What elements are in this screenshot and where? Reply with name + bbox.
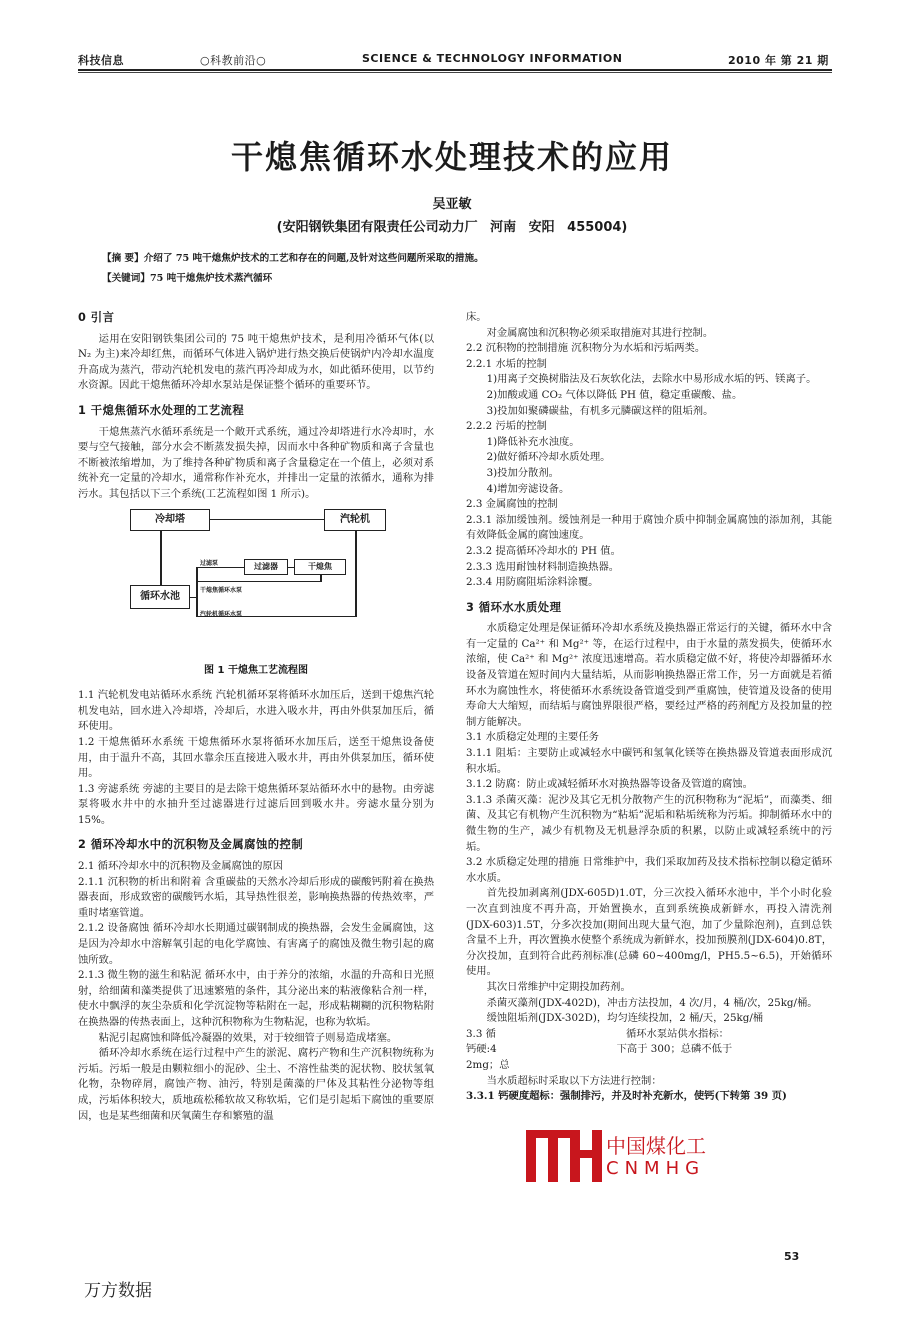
author-affiliation: (安阳钢铁集团有限责任公司动力厂 河南 安阳 455004) bbox=[276, 220, 628, 235]
paragraph: 3.1.3 杀菌灭藻：泥沙及其它无机分散物产生的沉积物称为“泥垢”，而藻类、细菌、及其它有机物产生沉积物为“粘垢”泥垢和粘垢统称为污垢。抑制循环水中的微生物的生产，减少有机物及无机悬浮杂质的积累，以防止或减轻系统中的污垢。 bbox=[466, 793, 832, 853]
paragraph: 1.3 旁滤系统 旁滤的主要目的是去除干熄焦循环泵站循环水中的悬物。由旁滤泵将吸水井中的水抽升至过滤器进行过滤后回到吸水井。旁滤水量分别为 15%。 bbox=[78, 782, 434, 826]
process-flow-diagram bbox=[78, 503, 434, 659]
pipe bbox=[160, 531, 162, 585]
fragment: 钙硬:4 bbox=[466, 1043, 497, 1056]
circulating-pool-box: 循环水池 bbox=[130, 585, 190, 609]
fragment: 3.3 循 bbox=[466, 1027, 496, 1040]
list-item: 3)投加分散剂。 bbox=[486, 466, 559, 479]
paragraph: 2.2.2 污垢的控制 bbox=[466, 420, 547, 433]
paragraph: 3.1.1 阻垢：主要防止或减轻水中碳钙和氢氧化镁等在换热器及管道表面形成沉积水垢。 bbox=[466, 747, 832, 775]
logo-watermark bbox=[522, 1124, 706, 1186]
paragraph: 对金属腐蚀和沉积物必须采取措施对其进行控制。 bbox=[486, 326, 714, 339]
paragraph: 2.2 沉积物的控制措施 沉积物分为水垢和污垢两类。 bbox=[466, 342, 706, 355]
pipe bbox=[320, 575, 322, 582]
filter-pump-label: 过滤泵 bbox=[200, 559, 219, 567]
paragraph: 2.3.1 添加缓蚀剂。缓蚀剂是一种用于腐蚀介质中抑制金属腐蚀的添加剂，其能有效降低金属的腐蚀速度。 bbox=[466, 513, 832, 542]
list-item: 2)做好循环冷却水质处理。 bbox=[486, 451, 611, 464]
paragraph bbox=[466, 1042, 832, 1058]
header-rule-thin bbox=[78, 72, 832, 73]
coke-pump-label: 干熄焦循环水泵 bbox=[200, 586, 243, 594]
pipe bbox=[288, 567, 294, 569]
pipe bbox=[210, 519, 324, 521]
paragraph bbox=[466, 1027, 832, 1043]
section-heading: 1 干熄焦循环水处理的工艺流程 bbox=[78, 403, 245, 417]
source-watermark: 万方数据 bbox=[84, 1281, 152, 1301]
section-heading: 3 循环水水质处理 bbox=[466, 600, 562, 614]
paragraph: 杀菌灭藻剂(JDX-402D)，冲击方法投加，4 次/月，4 桶/次，25kg/桶。 bbox=[486, 996, 818, 1009]
logo-chinese-text: 中国煤化工 bbox=[606, 1134, 706, 1158]
list-item: 1)降低补充水浊度。 bbox=[486, 435, 580, 448]
list-item: 1)用离子交换树脂法及石灰软化法，去除水中易形成水垢的钙、镁离子。 bbox=[486, 373, 817, 386]
paragraph: 2.3 金属腐蚀的控制 bbox=[466, 498, 558, 511]
paragraph: 干熄焦蒸汽水循环系统是一个敞开式系统，通过冷却塔进行水冷却时，水要与空气接触，部分水会不断蒸发损失掉，因而水中各种矿物质和离子含量也不断被浓缩增加，为了维持各种矿物质和离子含量稳定在一个值上，必须对系统补充一定量的冷却水，通常称作补充水，并排出一定量的浓循水，通称为排污水。其包括以下三个系统(工艺流程如图 1 所示)。 bbox=[78, 425, 434, 500]
paragraph: 3.1.2 防腐：防止或减轻循环水对换热器等设备及管道的腐蚀。 bbox=[466, 778, 753, 791]
paragraph: 循环冷却水系统在运行过程中产生的淤泥、腐朽产物和生产沉积物统称为污垢。污垢一般是由颗粒细小的泥砂、尘土、不溶性盐类的泥状物、胶状氢氧化物，杂物碎屑，腐蚀产物、油污，特别是菌藻的尸体及其粘性分泌物等组成，污垢体积较大，质地疏松稀软故又称软垢，它们是引起垢下腐蚀的重要原因，也是某些细菌和厌氧菌生存和繁殖的温 bbox=[78, 1047, 434, 1122]
paragraph: 2.1 循环冷却水中的沉积物及金属腐蚀的原因 bbox=[78, 860, 283, 873]
paragraph: 当水质超标时采取以下方法进行控制： bbox=[486, 1074, 662, 1087]
page-number: 53 bbox=[784, 1250, 800, 1263]
right-column bbox=[466, 310, 832, 1105]
paragraph: 2.1.2 设备腐蚀 循环冷却水长期通过碳钢制成的换热器，会发生金属腐蚀，这是因为冷却水中溶解氧引起的电化学腐蚀、有害离子的腐蚀及微生物引起的腐蚀所致。 bbox=[78, 922, 434, 966]
paragraph: 2.1.3 微生物的滋生和粘泥 循环水中，由于养分的浓缩，水温的升高和日光照射，给细菌和藻类提供了迅速繁殖的条件，其分泌出来的粘液像粘合剂一样，使水中飘浮的灰尘杂质和化学沉淀物等粘附在一起，形成粘糊糊的沉积物粘附在换热器的传热表面上，这种沉积物称为生物粘泥，也称为软垢。 bbox=[78, 969, 434, 1028]
turbine-box: 汽轮机 bbox=[324, 509, 386, 531]
paragraph: 运用在安阳钢铁集团公司的 75 吨干熄焦炉技术，是利用冷循环气体(以 N₂ 为主)来冷却红焦，而循环气体进入锅炉进行热交换后使锅炉内冷却水温度升高成为蒸汽，带动汽轮机发电的蒸汽再冷却成为水，如此循环使用，以节约水资源。因此干熄焦循环冷却水泵站是保证整个循环的重要环节。 bbox=[78, 332, 434, 392]
list-item: 4)增加旁滤设备。 bbox=[486, 482, 570, 495]
keywords: 【关键词】75 吨干熄焦炉技术蒸汽循环 bbox=[102, 273, 273, 284]
turbine-pump-label: 汽轮机循环水泵 bbox=[200, 610, 243, 618]
filter-box: 过滤器 bbox=[244, 559, 288, 575]
author-name: 吴亚敏 bbox=[432, 197, 472, 212]
paragraph: 其次日常维护中定期投加药剂。 bbox=[486, 980, 631, 993]
paragraph: 2mg；总 bbox=[466, 1058, 510, 1071]
paragraph: 粘泥引起腐蚀和降低冷凝器的效果，对于较细管子则易造成堵塞。 bbox=[98, 1031, 398, 1044]
paragraph: 3.1 水质稳定处理的主要任务 bbox=[466, 731, 599, 744]
figure-caption: 图 1 干熄焦工艺流程图 bbox=[204, 664, 308, 676]
section-heading: 2 循环冷却水中的沉积物及金属腐蚀的控制 bbox=[78, 838, 304, 852]
paragraph: 3.3.1 钙硬度超标：强制排污，并及时补充新水，使钙(下转第 39 页) bbox=[466, 1090, 787, 1103]
pipe bbox=[355, 531, 357, 617]
paragraph: 1.2 干熄焦循环水系统 干熄焦循环水泵将循环水加压后，送至干熄焦设备使用，由于温升不高，其回水靠余压直接进入吸水井，再由外供泵加压，循环使用。 bbox=[78, 735, 434, 780]
paragraph: 2.3.4 用防腐阻垢涂料涂覆。 bbox=[466, 576, 599, 589]
header-journal-name: SCIENCE & TECHNOLOGY INFORMATION bbox=[362, 52, 623, 65]
paragraph: 2.1.1 沉积物的析出和附着 含重碳盐的天然水冷却后形成的碳酸钙附着在换热器表面，形成致密的碳酸钙水垢，其导热性很差，影响换热器的传热效率，严重时堵塞管道。 bbox=[78, 875, 434, 919]
paragraph: 2.3.3 选用耐蚀材料制造换热器。 bbox=[466, 560, 620, 573]
header-issue: 2010 年 第 21 期 bbox=[728, 54, 829, 67]
fragment: 下高于 300；总磷不低于 bbox=[616, 1043, 733, 1056]
paragraph: 1.1 汽轮机发电站循环水系统 汽轮机循环泵将循环水加压后，送到干熄焦汽轮机发电站，回水进入冷却塔，冷却后，水进入吸水井，再由外供泵加压后，循环使用。 bbox=[78, 689, 434, 733]
fragment: 循环水泵站供水指标： bbox=[625, 1027, 729, 1040]
paragraph: 首先投加剥离剂(JDX-605D)1.0T，分三次投入循环水池中，半个小时化验一次直到浊度不再升高，开始置换水，直到系统换成新鲜水，再投入清洗剂(JDX-603)1.5T，分多次投加(期间出现大量气泡，加了少量除泡剂)，直到总铁含量不上升，再次置换水使整个系统成为新鲜水，投加预膜剂(JDX-604)0.8T，分次投加，直到符合此药剂标准(总磷 60~400mg/l，PH5.5~6.5)，开始循环使用。 bbox=[466, 887, 832, 978]
abstract: 【摘 要】介绍了 75 吨干熄焦炉技术的工艺和存在的问题,及针对这些问题所采取的措施。 bbox=[102, 253, 484, 264]
paragraph: 水质稳定处理是保证循环冷却水系统及换热器正常运行的关键，循环水中含有一定量的 Ca²⁺ 和 Mg²⁺ 等，在运行过程中，由于水量的蒸发损失，使循环水浓缩，使 Ca²⁺ 和 Mg²⁺ 浓度迅速增高。若水质稳定做不好，将使冷却器循环水设备及管道在短时间内大量结垢，从而影响换热器正常工作，另一方面就是若循环水为腐蚀性水，将使循环水系统设备管道受到严重腐蚀，使管道及设备的使用寿命大大缩短，而结垢与腐蚀界限很严格，要经过严格的药剂配方及投加量的控制方能解决。 bbox=[466, 622, 832, 728]
list-item: 3)投加如聚磷碳盐，有机多元膦碳这样的阻垢剂。 bbox=[486, 404, 714, 417]
paragraph: 缓蚀阻垢剂(JDX-302D)，均匀连续投加，2 桶/天，25kg/桶 bbox=[486, 1012, 764, 1025]
header-section-label: 科技信息 bbox=[78, 54, 124, 67]
logo-english-text: CNMHG bbox=[606, 1158, 706, 1179]
header-column-label: ○科教前沿○ bbox=[200, 54, 267, 67]
pipe bbox=[196, 567, 198, 617]
paragraph: 床。 bbox=[466, 311, 487, 323]
left-column bbox=[78, 310, 434, 1124]
paragraph: 3.2 水质稳定处理的措施 日常维护中，我们采取加药及技术指标控制以稳定循环水水质。 bbox=[466, 856, 832, 884]
cooling-tower-box: 冷却塔 bbox=[130, 509, 210, 531]
list-item: 2)加酸或通 CO₂ 气体以降低 PH 值，稳定重碳酸、盐。 bbox=[486, 388, 743, 401]
coke-dry-quench-box: 干熄焦 bbox=[294, 559, 346, 575]
paper-title: 干熄焦循环水处理技术的应用 bbox=[230, 138, 673, 176]
paragraph: 2.3.2 提高循环冷却水的 PH 值。 bbox=[466, 544, 621, 557]
paragraph: 2.2.1 水垢的控制 bbox=[466, 357, 547, 370]
header-rule bbox=[78, 69, 832, 71]
section-heading: 0 引言 bbox=[78, 311, 115, 324]
